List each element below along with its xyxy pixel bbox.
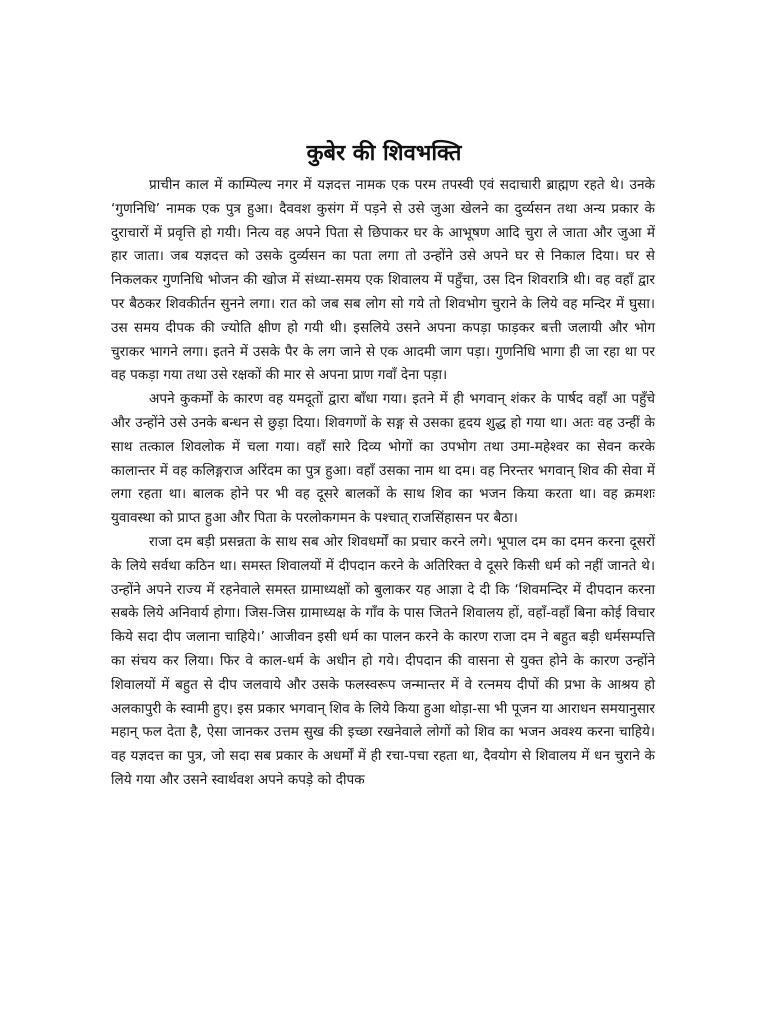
page-title: कुबेर की शिवभक्ति — [306, 141, 462, 166]
document-body — [111, 174, 655, 793]
paragraph: राजा दम बड़ी प्रसन्नता के साथ सब ओर शिवधर्मों का प्रचार करने लगे। भूपाल दम का दमन करना दूसरों के लिये सर्वथा कठिन था। समस्त शिवालयों में दीपदान करने के अतिरिक्त वे दूसरे किसी धर्म को नहीं जानते थे। उन्होंने अपने राज्य में रहनेवाले समस्त ग्रामाध्यक्षों को बुलाकर यह आज्ञा दे दी कि ‘शिवमन्दिर में दीपदान करना सबके लिये अनिवार्य होगा। जिस-जिस ग्रामाध्यक्ष के गाँव के पास जितने शिवालय हों, वहाँ-वहाँ बिना कोई विचार किये सदा दीप जलाना चाहिये।’ आजीवन इसी धर्म का पालन करने के कारण राजा दम ने बहुत बड़ी धर्मसम्पत्ति का संचय कर लिया। फिर वे काल-धर्म के अधीन हो गये। दीपदान की वासना से युक्त होने के कारण उन्होंने शिवालयों में बहुत से दीप जलवाये और उसके फलस्वरूप जन्मान्तर में वे रत्नमय दीपों की प्रभा के आश्रय हो अलकापुरी के स्वामी हुए। इस प्रकार भगवान् शिव के लिये किया हुआ थोड़ा-सा भी पूजन या आराधन समयानुसार महान् फल देता है, ऐसा जानकर उत्तम सुख की इच्छा रखनेवाले लोगों को शिव का भजन अवश्य करना चाहिये। वह यज्ञदत्त का पुत्र, जो सदा सब प्रकार के अधर्मों में ही रचा-पचा रहता था, दैवयोग से शिवालय में धन चुराने के लिये गया और उसने स्वार्थवश अपने कपड़े को दीपक — [111, 533, 655, 788]
paragraph: अपने कुकर्मों के कारण वह यमदूतों द्वारा बाँधा गया। इतने में ही भगवान् शंकर के पार्षद वहाँ आ पहुँचे और उन्होंने उसे उनके बन्धन से छुड़ा दिया। शिवगणों के सङ्ग से उसका हृदय शुद्ध हो गया था। अतः वह उन्हीं के साथ तत्काल शिवलोक में चला गया। वहाँ सारे दिव्य भोगों का उपभोग तथा उमा-महेश्वर का सेवन करके कालान्तर में वह कलिङ्गराज अरिंदम का पुत्र हुआ। वहाँ उसका नाम था दम। वह निरन्तर भगवान् शिव की सेवा में लगा रहता था। बालक होने पर भी वह दूसरे बालकों के साथ शिव का भजन किया करता था। वह क्रमशः युवावस्था को प्राप्त हुआ और पिता के परलोकगमन के पश्चात् राजसिंहासन पर बैठा। — [111, 391, 655, 527]
paragraph: प्राचीन काल में काम्पिल्य नगर में यज्ञदत्त नामक एक परम तपस्वी एवं सदाचारी ब्राह्मण रहते थे। उनके ‘गुणनिधि’ नामक एक पुत्र हुआ। दैववश कुसंग में पड़ने से उसे जुआ खेलने का दुर्व्यसन तथा अन्य प्रकार के दुराचारों में प्रवृत्ति हो गयी। नित्य वह अपने पिता से छिपाकर घर के आभूषण आदि चुरा ले जाता और जुआ में हार जाता। जब यज्ञदत्त को उसके दुर्व्यसन का पता लगा तो उन्होंने उसे अपने घर से निकाल दिया। घर से निकलकर गुणनिधि भोजन की खोज में संध्या-समय एक शिवालय में पहुँचा, उस दिन शिवरात्रि थी। वह वहाँ द्वार पर बैठकर शिवकीर्तन सुनने लगा। रात को जब सब लोग सो गये तो शिवभोग चुराने के लिये वह मन्दिर में घुसा। उस समय दीपक की ज्योति क्षीण हो गयी थी। इसलिये उसने अपना कपड़ा फाड़कर बत्ती जलायी और भोग चुराकर भागने लगा। इतने में उसके पैर के लग जाने से एक आदमी जाग पड़ा। गुणनिधि भागा ही जा रहा था पर वह पकड़ा गया तथा उसे रक्षकों की मार से अपना प्राण गवाँ देना पड़ा। — [111, 177, 655, 384]
